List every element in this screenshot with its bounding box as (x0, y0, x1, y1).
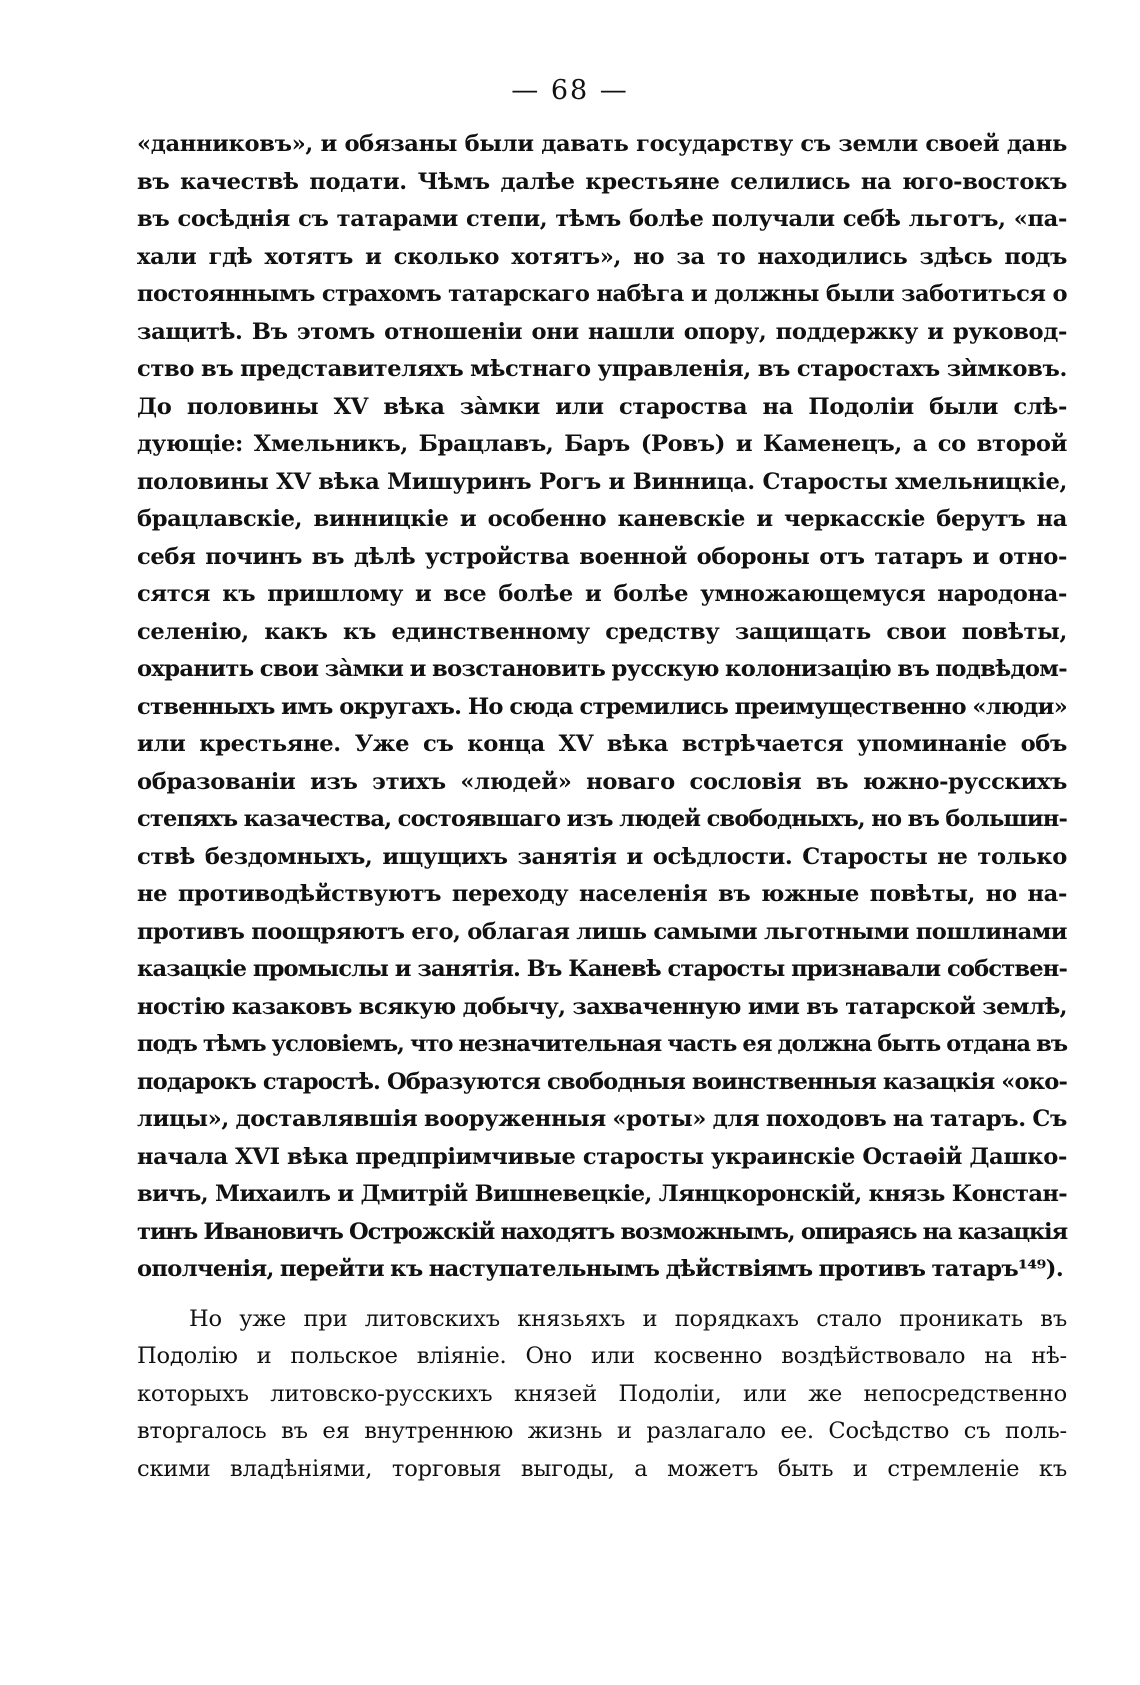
text-line: себя починъ въ дѣлѣ устройства военной обороны отъ татаръ и отно- (137, 543, 1067, 570)
text-line: казацкіе промыслы и занятія. Въ Каневѣ старосты признавали собствен- (137, 956, 1067, 982)
text-line: подарокъ старостѣ. Образуются свободныя воинственныя казацкія «око- (137, 1068, 1067, 1095)
text-line: вичъ, Михаилъ и Дмитрій Вишневецкіе, Лянцкоронскій, князь Констан- (137, 1181, 1067, 1207)
text-line: степяхъ казачества, состоявшаго изъ людей свободныхъ, но въ большин- (137, 806, 1067, 832)
paragraph-gap (137, 1289, 1067, 1301)
text-line: Но уже при литовскихъ князьяхъ и порядкахъ стало проникать въ (189, 1305, 1067, 1332)
text-line: противъ поощряютъ его, облагая лишь самыми льготными пошлинами (137, 918, 1067, 945)
text-line: въ качествѣ подати. Чѣмъ далѣе крестьяне селились на юго-востокъ (137, 168, 1067, 195)
text-line: постояннымъ страхомъ татарскаго набѣга и должны были заботиться о (137, 281, 1067, 307)
text-line: Подолію и польское вліяніе. Оно или косвенно воздѣйствовало на нѣ- (137, 1343, 1067, 1369)
text-line: которыхъ литовско-русскихъ князей Подоліи, или же непосредственно (137, 1380, 1067, 1407)
text-line: сятся къ пришлому и все болѣе и болѣе умножающемуся народона- (137, 581, 1067, 607)
text-line: охранить свои зàмки и возстановить русскую колонизацію въ подвѣдом- (137, 656, 1067, 682)
text-line: или крестьяне. Уже съ конца XV вѣка встрѣчается упоминаніе объ (137, 731, 1067, 757)
text-line: селенію, какъ къ единственному средству защищать свои повѣты, (137, 618, 1067, 645)
text-line: не противодѣйствуютъ переходу населенія въ южные повѣты, но на- (137, 881, 1067, 907)
text-line: скими владѣніями, торговыя выгоды, а можетъ быть и стремленіе къ (137, 1455, 1067, 1482)
text-line: образованіи изъ этихъ «людей» новаго сословія въ южно-русскихъ (137, 768, 1067, 795)
text-line: начала XVI вѣка предпріимчивые старосты украинскіе Остаѳій Дашко- (137, 1143, 1067, 1170)
page-number: — 68 — (511, 75, 629, 106)
text-line: брацлавскіе, винницкіе и особенно каневскіе и черкасскіе берутъ на (137, 506, 1067, 532)
text-line: подъ тѣмъ условіемъ, что незначительная часть ея должна быть отдана въ (137, 1031, 1067, 1057)
text-line: ополченія, перейти къ наступательнымъ дѣйствіямъ противъ татаръ¹⁴⁹). (137, 1256, 1064, 1282)
text-line: въ сосѣднія съ татарами степи, тѣмъ болѣе получали себѣ льготъ, «па- (137, 206, 1067, 232)
text-line: «данниковъ», и обязаны были давать государству съ земли своей дань (137, 131, 1067, 157)
text-line: лицы», доставлявшія вооруженныя «роты» для походовъ на татаръ. Съ (137, 1106, 1067, 1132)
text-line: хали гдѣ хотятъ и сколько хотятъ», но за то находились здѣсь подъ (137, 243, 1067, 270)
text-line: ствѣ бездомныхъ, ищущихъ занятія и осѣдлости. Старосты не только (137, 843, 1067, 870)
text-line: До половины XV вѣка зàмки или староства на Подоліи были слѣ- (137, 393, 1067, 420)
text-line: ство въ представителяхъ мѣстнаго управленія, въ старостахъ зѝмковъ. (137, 356, 1067, 382)
text-line: ственныхъ имъ округахъ. Но сюда стремились преимущественно «люди» (137, 693, 1067, 720)
text-line: вторгалось въ ея внутреннюю жизнь и разлагало ее. Сосѣдство съ поль- (137, 1418, 1067, 1444)
text-line: ностію казаковъ всякую добычу, захваченную ими въ татарской землѣ, (137, 993, 1067, 1020)
text-line: тинъ Ивановичъ Острожскій находятъ возможнымъ, опираясь на казацкія (137, 1218, 1067, 1245)
text-line: половины XV вѣка Мишуринъ Рогъ и Винница. Старосты хмельницкіе, (137, 468, 1067, 495)
text-line: дующіе: Хмельникъ, Брацлавъ, Баръ (Ровъ) и Каменецъ, а со второй (137, 431, 1067, 457)
paragraph (137, 126, 1067, 1289)
text-line: защитѣ. Въ этомъ отношеніи они нашли опору, поддержку и руковод- (137, 318, 1067, 345)
body-text (137, 126, 1067, 1488)
paragraph (137, 1301, 1067, 1489)
